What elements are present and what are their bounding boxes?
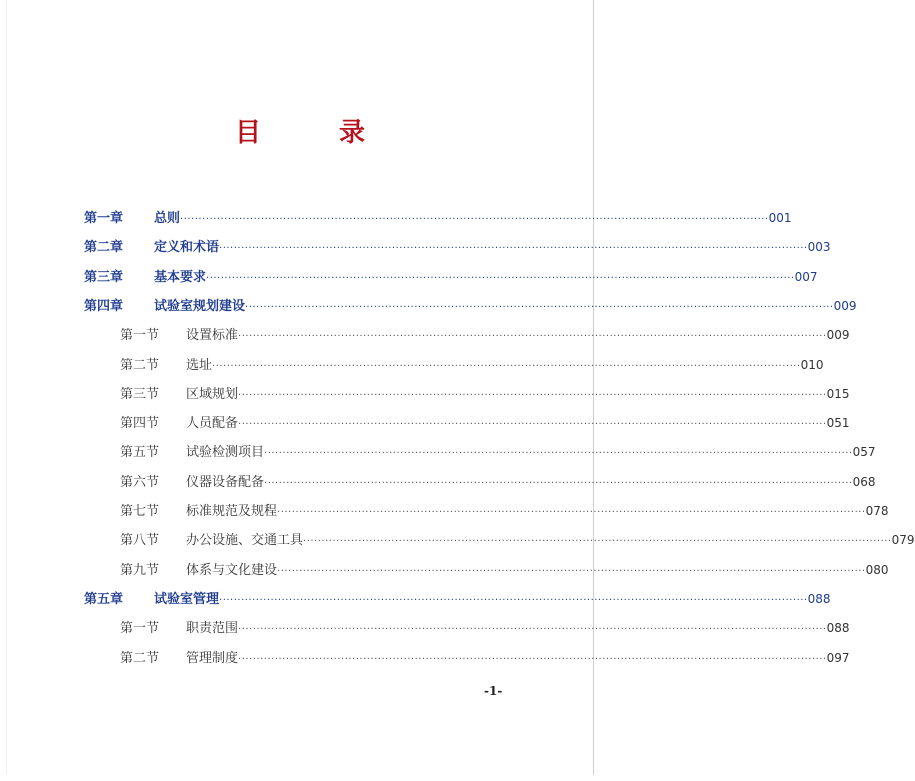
toc-entry-title: 管理制度	[186, 651, 239, 666]
toc-leader-dots: ································································································································································	[238, 419, 827, 430]
toc-entry-title: 仪器设备配备	[186, 475, 265, 490]
toc-chapter-row[interactable]	[0, 588, 831, 610]
toc-entry-title: 基本要求	[154, 270, 207, 285]
toc-entry-label: 第五节	[120, 445, 160, 460]
toc-entry-title: 办公设施、交通工具	[186, 533, 304, 548]
toc-row-content	[120, 471, 876, 490]
toc-leader-dots: ································································································································································	[264, 448, 853, 459]
toc-row-content	[120, 324, 850, 343]
toc-chapter-row[interactable]	[0, 207, 792, 229]
toc-chapter-row[interactable]	[0, 295, 857, 317]
toc-row-content	[84, 588, 831, 607]
toc-section-row[interactable]	[0, 500, 889, 522]
toc-row-content	[120, 441, 876, 460]
toc-section-row[interactable]	[0, 324, 850, 346]
toc-row-content	[120, 354, 824, 373]
toc-page-number: 001	[768, 211, 792, 225]
toc-leader-dots: ································································································································································	[303, 536, 892, 547]
toc-page-number: 009	[826, 328, 850, 342]
toc-entry-label: 第六节	[120, 475, 160, 490]
toc-leader-dots: ································································································································································	[238, 390, 827, 401]
toc-row-content	[120, 617, 850, 636]
toc-page-number: 010	[800, 358, 824, 372]
toc-leader-dots: ································································································································································	[277, 566, 866, 577]
toc-entry-label: 第四章	[84, 299, 124, 314]
toc-entry-title: 选址	[186, 358, 213, 373]
toc-page-number: 080	[865, 563, 889, 577]
toc-page-number: 003	[807, 240, 831, 254]
toc-section-row[interactable]	[0, 559, 889, 581]
toc-entry-title: 体系与文化建设	[186, 563, 278, 578]
toc-page-number: 097	[826, 651, 850, 665]
toc-page-number: 015	[826, 387, 850, 401]
toc-page-number: 068	[852, 475, 876, 489]
toc-row-content	[84, 295, 857, 314]
toc-entry-title: 试验室规划建设	[154, 299, 246, 314]
toc-section-row[interactable]	[0, 617, 850, 639]
toc-entry-label: 第三章	[84, 270, 124, 285]
toc-leader-dots: ································································································································································	[238, 654, 827, 665]
toc-entry-label: 第四节	[120, 416, 160, 431]
toc-leader-dots: ································································································································································	[264, 478, 853, 489]
toc-page-number: 088	[826, 621, 850, 635]
toc-entry-title: 总则	[154, 211, 181, 226]
toc-entry-label: 第一节	[120, 328, 160, 343]
toc-section-row[interactable]	[0, 354, 824, 376]
toc-row-content	[120, 500, 889, 519]
toc-entry-label: 第一节	[120, 621, 160, 636]
toc-section-row[interactable]	[0, 529, 915, 551]
toc-row-content	[120, 559, 889, 578]
toc-row-content	[120, 383, 850, 402]
toc-section-row[interactable]	[0, 647, 850, 669]
toc-row-content	[84, 207, 792, 226]
toc-row-content	[120, 529, 915, 548]
toc-section-row[interactable]	[0, 441, 876, 463]
toc-entry-label: 第三节	[120, 387, 160, 402]
toc-entry-title: 区域规划	[186, 387, 239, 402]
toc-page-number: 051	[826, 416, 850, 430]
toc-page-number: 078	[865, 504, 889, 518]
toc-entry-label: 第九节	[120, 563, 160, 578]
toc-entry-label: 第八节	[120, 533, 160, 548]
toc-leader-dots: ································································································································································	[219, 243, 808, 254]
toc-entry-label: 第五章	[84, 592, 124, 607]
toc-entry-title: 定义和术语	[154, 240, 220, 255]
toc-section-row[interactable]	[0, 412, 850, 434]
toc-chapter-row[interactable]	[0, 266, 818, 288]
page-number: -1-	[484, 684, 503, 698]
toc-page-number: 009	[833, 299, 857, 313]
toc-entry-title: 人员配备	[186, 416, 239, 431]
toc-leader-dots: ································································································································································	[238, 331, 827, 342]
toc-entry-title: 标准规范及规程	[186, 504, 278, 519]
toc-row-content	[120, 647, 850, 666]
toc-row-content	[84, 266, 818, 285]
toc-leader-dots: ································································································································································	[180, 214, 769, 225]
toc-leader-dots: ································································································································································	[219, 595, 808, 606]
toc-section-row[interactable]	[0, 383, 850, 405]
toc-leader-dots: ································································································································································	[212, 361, 801, 372]
toc-entry-title: 试验室管理	[154, 592, 220, 607]
toc-entry-label: 第七节	[120, 504, 160, 519]
toc-entry-title: 试验检测项目	[186, 445, 265, 460]
toc-entry-title: 设置标准	[186, 328, 239, 343]
toc-leader-dots: ································································································································································	[277, 507, 866, 518]
toc-row-content	[84, 236, 831, 255]
toc-entry-label: 第二章	[84, 240, 124, 255]
toc-entry-title: 职责范围	[186, 621, 239, 636]
toc-section-row[interactable]	[0, 471, 876, 493]
toc-page-number: 007	[794, 270, 818, 284]
toc-chapter-row[interactable]	[0, 236, 831, 258]
toc-page-number: 079	[891, 533, 915, 547]
toc-row-content	[120, 412, 850, 431]
toc-entry-label: 第二节	[120, 651, 160, 666]
toc-leader-dots: ································································································································································	[206, 273, 795, 284]
toc-entry-label: 第一章	[84, 211, 124, 226]
toc-leader-dots: ································································································································································	[238, 624, 827, 635]
toc-page-number: 088	[807, 592, 831, 606]
toc-entry-label: 第二节	[120, 358, 160, 373]
toc-page-number: 057	[852, 445, 876, 459]
page-title: 目 录	[234, 118, 391, 148]
toc-leader-dots: ································································································································································	[245, 302, 834, 313]
